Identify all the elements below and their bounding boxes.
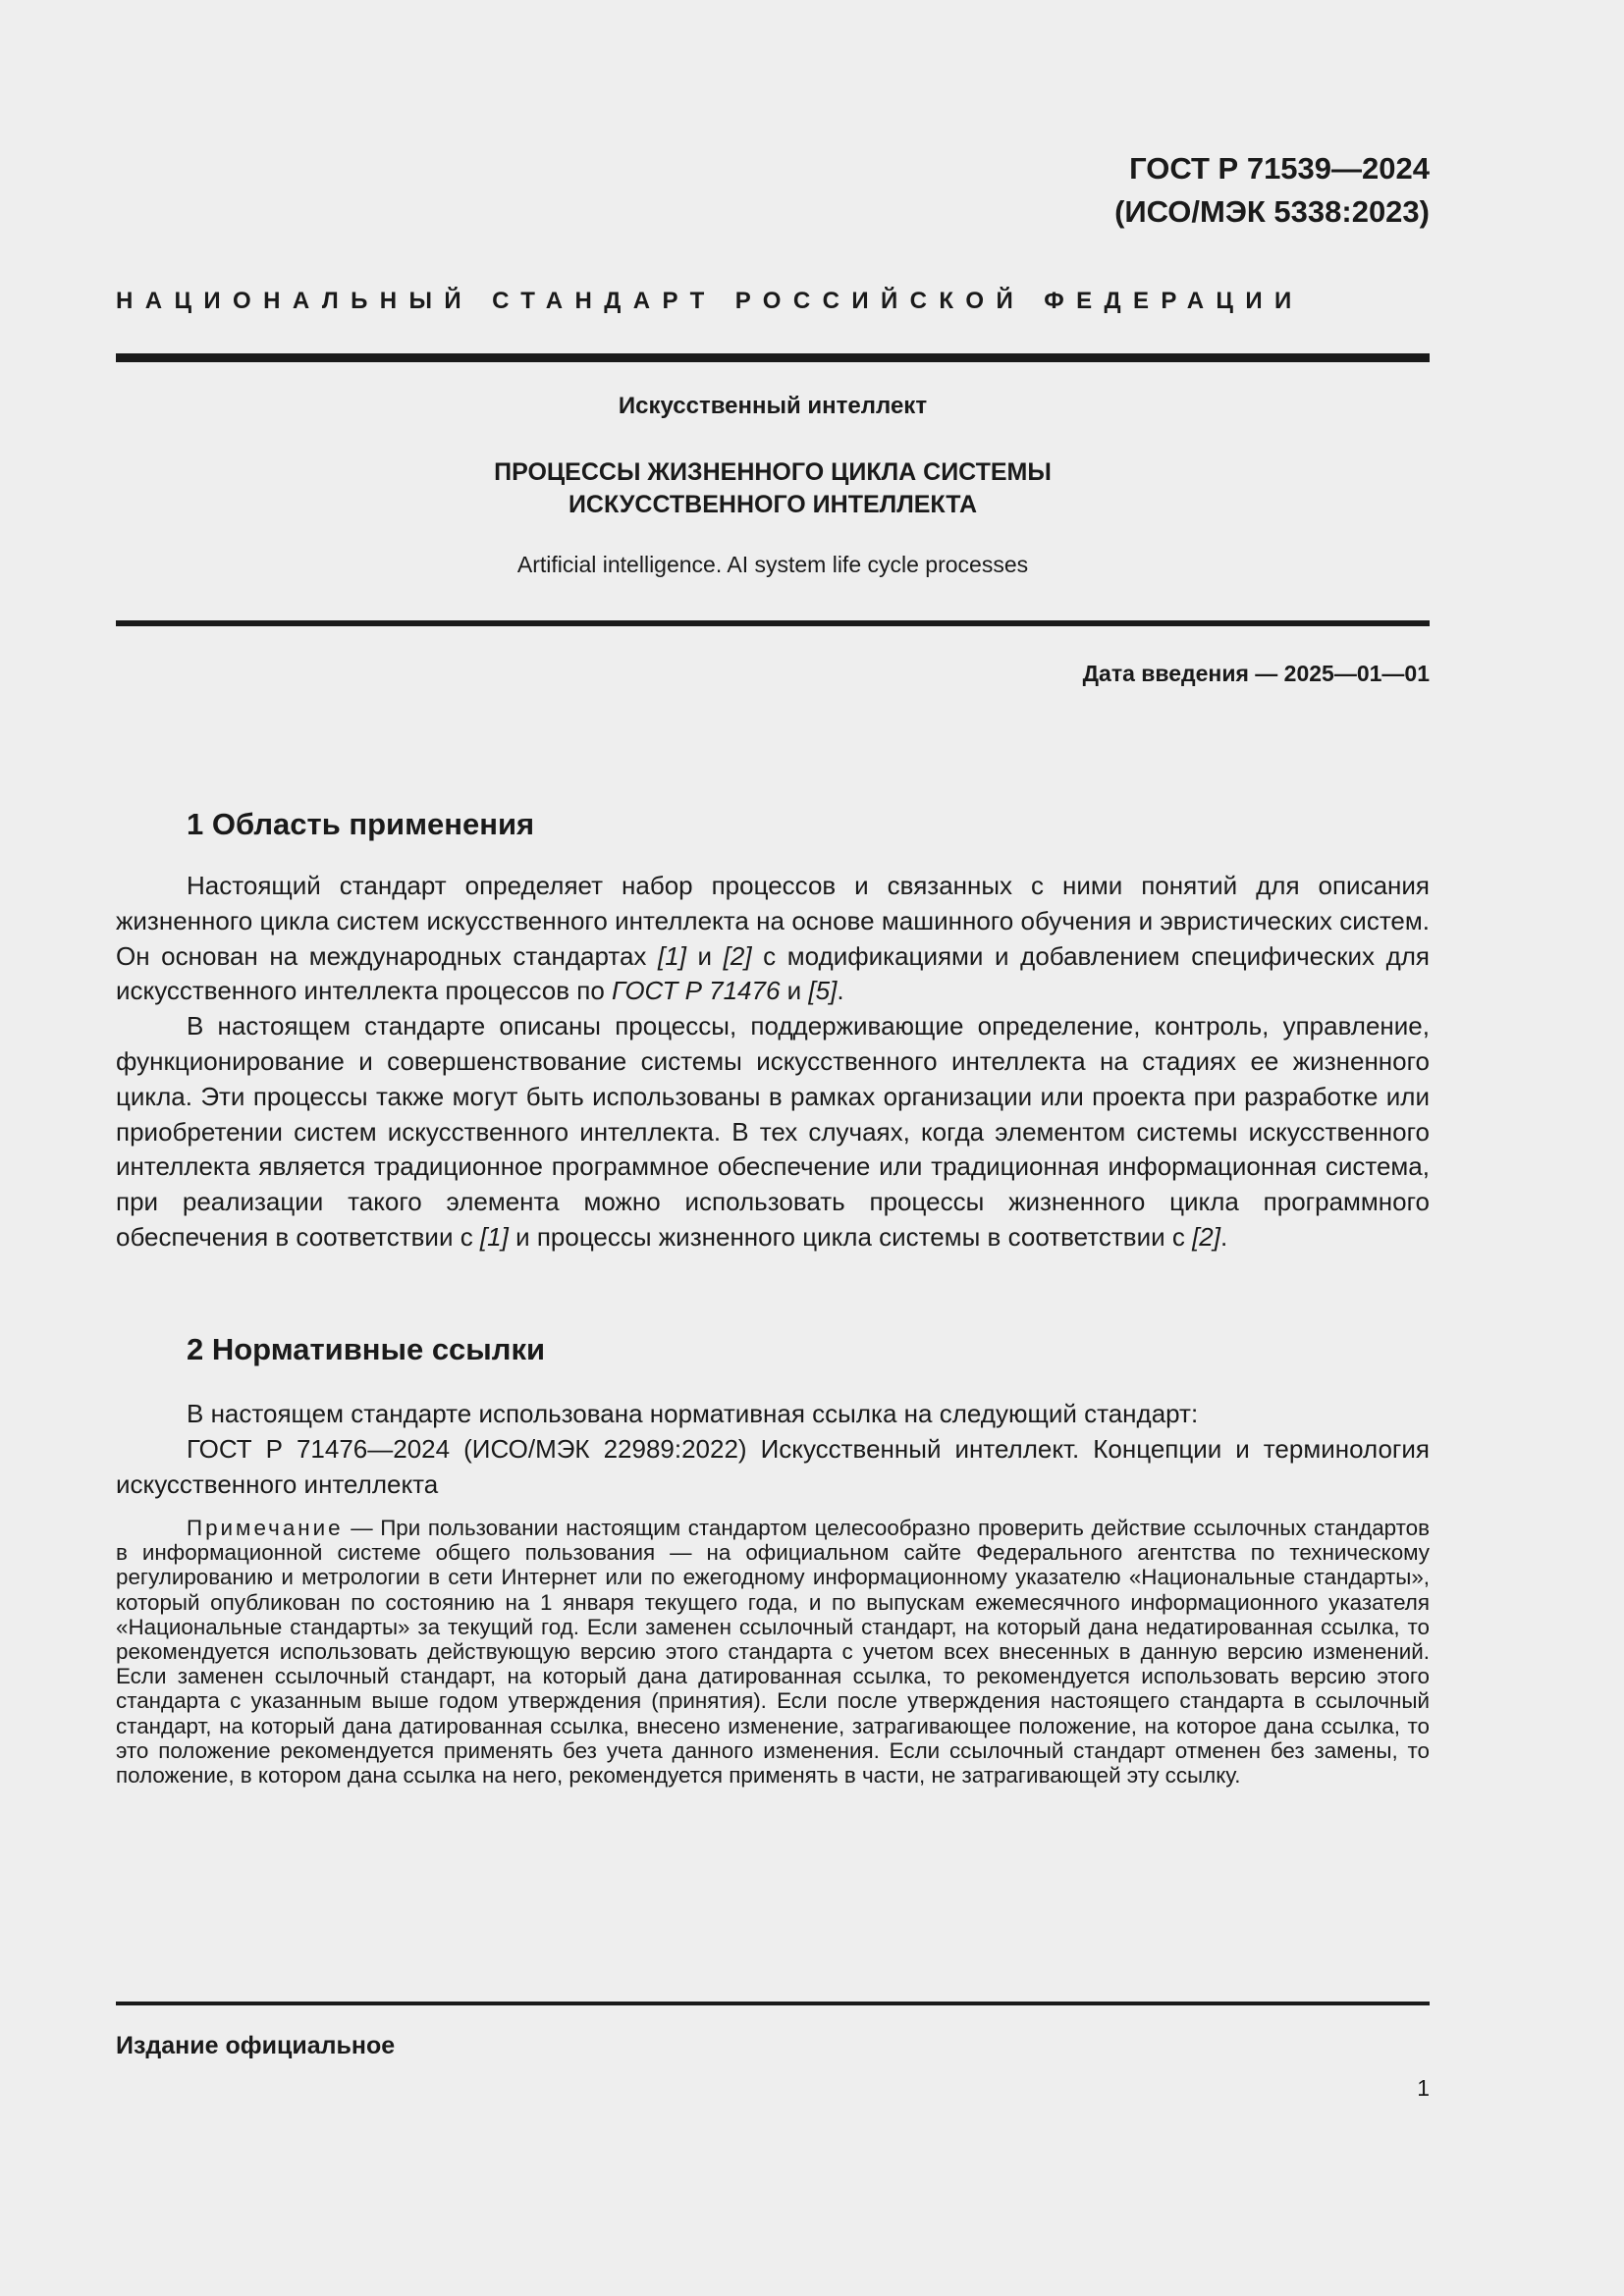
reference-5: [5] (808, 976, 838, 1006)
section-2-paragraph-2: ГОСТ Р 71476—2024 (ИСО/МЭК 22989:2022) Искусственный интеллект. Концепции и терминология искусственного интеллекта (116, 1433, 1430, 1499)
note-text: — При пользовании настоящим стандартом целесообразно проверить действие ссылочных стандартов в информационной системе общего пользования — на официальном сайте Федерального агентства по техническому регулированию и метрологии в сети Интернет или по ежегодному информационному указателю «Национальные стандарты», который опубликован по состоянию на 1 января текущего года, и по выпускам ежемесячного информационного указателя «Национальные стандарты» за текущий год. Если заменен ссылочный стандарт, на который дана недатированная ссылка, то рекомендуется использовать действующую версию этого стандарта с учетом всех внесенных в данную версию изменений. Если заменен ссылочный стандарт, на который дана датированная ссылка, то рекомендуется использовать версию этого стандарта с указанным выше годом утверждения (принятия). Если после утверждения настоящего стандарта в ссылочный стандарт, на который дана датированная ссылка, внесено изменение, затрагивающее положение, на которое дана ссылка, то это положение рекомендуется применять без учета данного изменения. Если ссылочный стандарт отменен без замены, то положение, в котором дана ссылка на него, рекомендуется применять в части, не затрагивающей эту ссылку. (116, 1516, 1430, 1789)
subject-heading: Искусственный интеллект (618, 393, 928, 419)
section-1-paragraph-2: В настоящем стандарте описаны процессы, поддерживающие определение, контроль, управление, функционирование и совершенствование системы искусственного интеллекта на стадиях ее жизненного цикла. Эти процессы также могут быть использованы в рамках организации или проекта при разработке или приобретении систем искусственного интеллекта. В тех случаях, когда элементом системы искусственного интеллекта является традиционное программное обеспечение или традиционная информационная система, при реализации такого элемента можно использовать процессы жизненного цикла программного обеспечения в соответствии с [1] и процессы жизненного цикла системы в соответствии с [2]. (116, 1011, 1430, 1252)
reference-gost: ГОСТ Р 71476 (612, 976, 781, 1006)
reference-1: [1] (479, 1221, 509, 1252)
section-2-heading: 2 Нормативные ссылки (187, 1332, 546, 1366)
reference-2: [2] (723, 940, 752, 971)
official-edition-label: Издание официальное (116, 2032, 396, 2059)
note-paragraph (116, 1516, 1430, 1788)
reference-2: [2] (1192, 1221, 1220, 1252)
section-2-body (116, 1397, 1430, 1502)
title-line-2: ИСКУССТВЕННОГО ИНТЕЛЛЕКТА (568, 491, 978, 518)
section-1-paragraph-1: Настоящий стандарт определяет набор процессов и связанных с ними понятий для описания жизненного цикла систем искусственного интеллекта на основе машинного обучения и эвристических систем. Он основан на международных стандартах [1] и [2] с модификациями и добавлением специфических для искусственного интеллекта процессов по ГОСТ Р 71476 и [5]. (116, 871, 1430, 1006)
national-standard-banner: НАЦИОНАЛЬНЫЙ СТАНДАРТ РОССИЙСКОЙ ФЕДЕРАЦИИ (116, 288, 1304, 314)
section-1-body (116, 869, 1430, 1255)
section-1-heading: 1 Область применения (187, 807, 535, 841)
top-divider (116, 353, 1430, 362)
document-page (116, 0, 1430, 2296)
section-2-paragraph-1: В настоящем стандарте использована нормативная ссылка на следующий стандарт: (187, 1399, 1199, 1428)
document-title (116, 456, 1430, 521)
standard-designation (1114, 147, 1430, 234)
footer-divider (116, 2002, 1430, 2005)
page-number: 1 (1417, 2075, 1430, 2101)
designation-line-2: (ИСО/МЭК 5338:2023) (1114, 194, 1430, 229)
designation-line-1: ГОСТ Р 71539—2024 (1129, 151, 1430, 186)
reference-1: [1] (658, 940, 686, 971)
note-label: Примечание (187, 1516, 344, 1540)
date-of-introduction: Дата введения — 2025—01—01 (1082, 661, 1430, 686)
english-title: Artificial intelligence. AI system life cycle processes (516, 552, 1029, 577)
title-divider (116, 620, 1430, 626)
title-line-1: ПРОЦЕССЫ ЖИЗНЕННОГО ЦИКЛА СИСТЕМЫ (494, 458, 1052, 486)
